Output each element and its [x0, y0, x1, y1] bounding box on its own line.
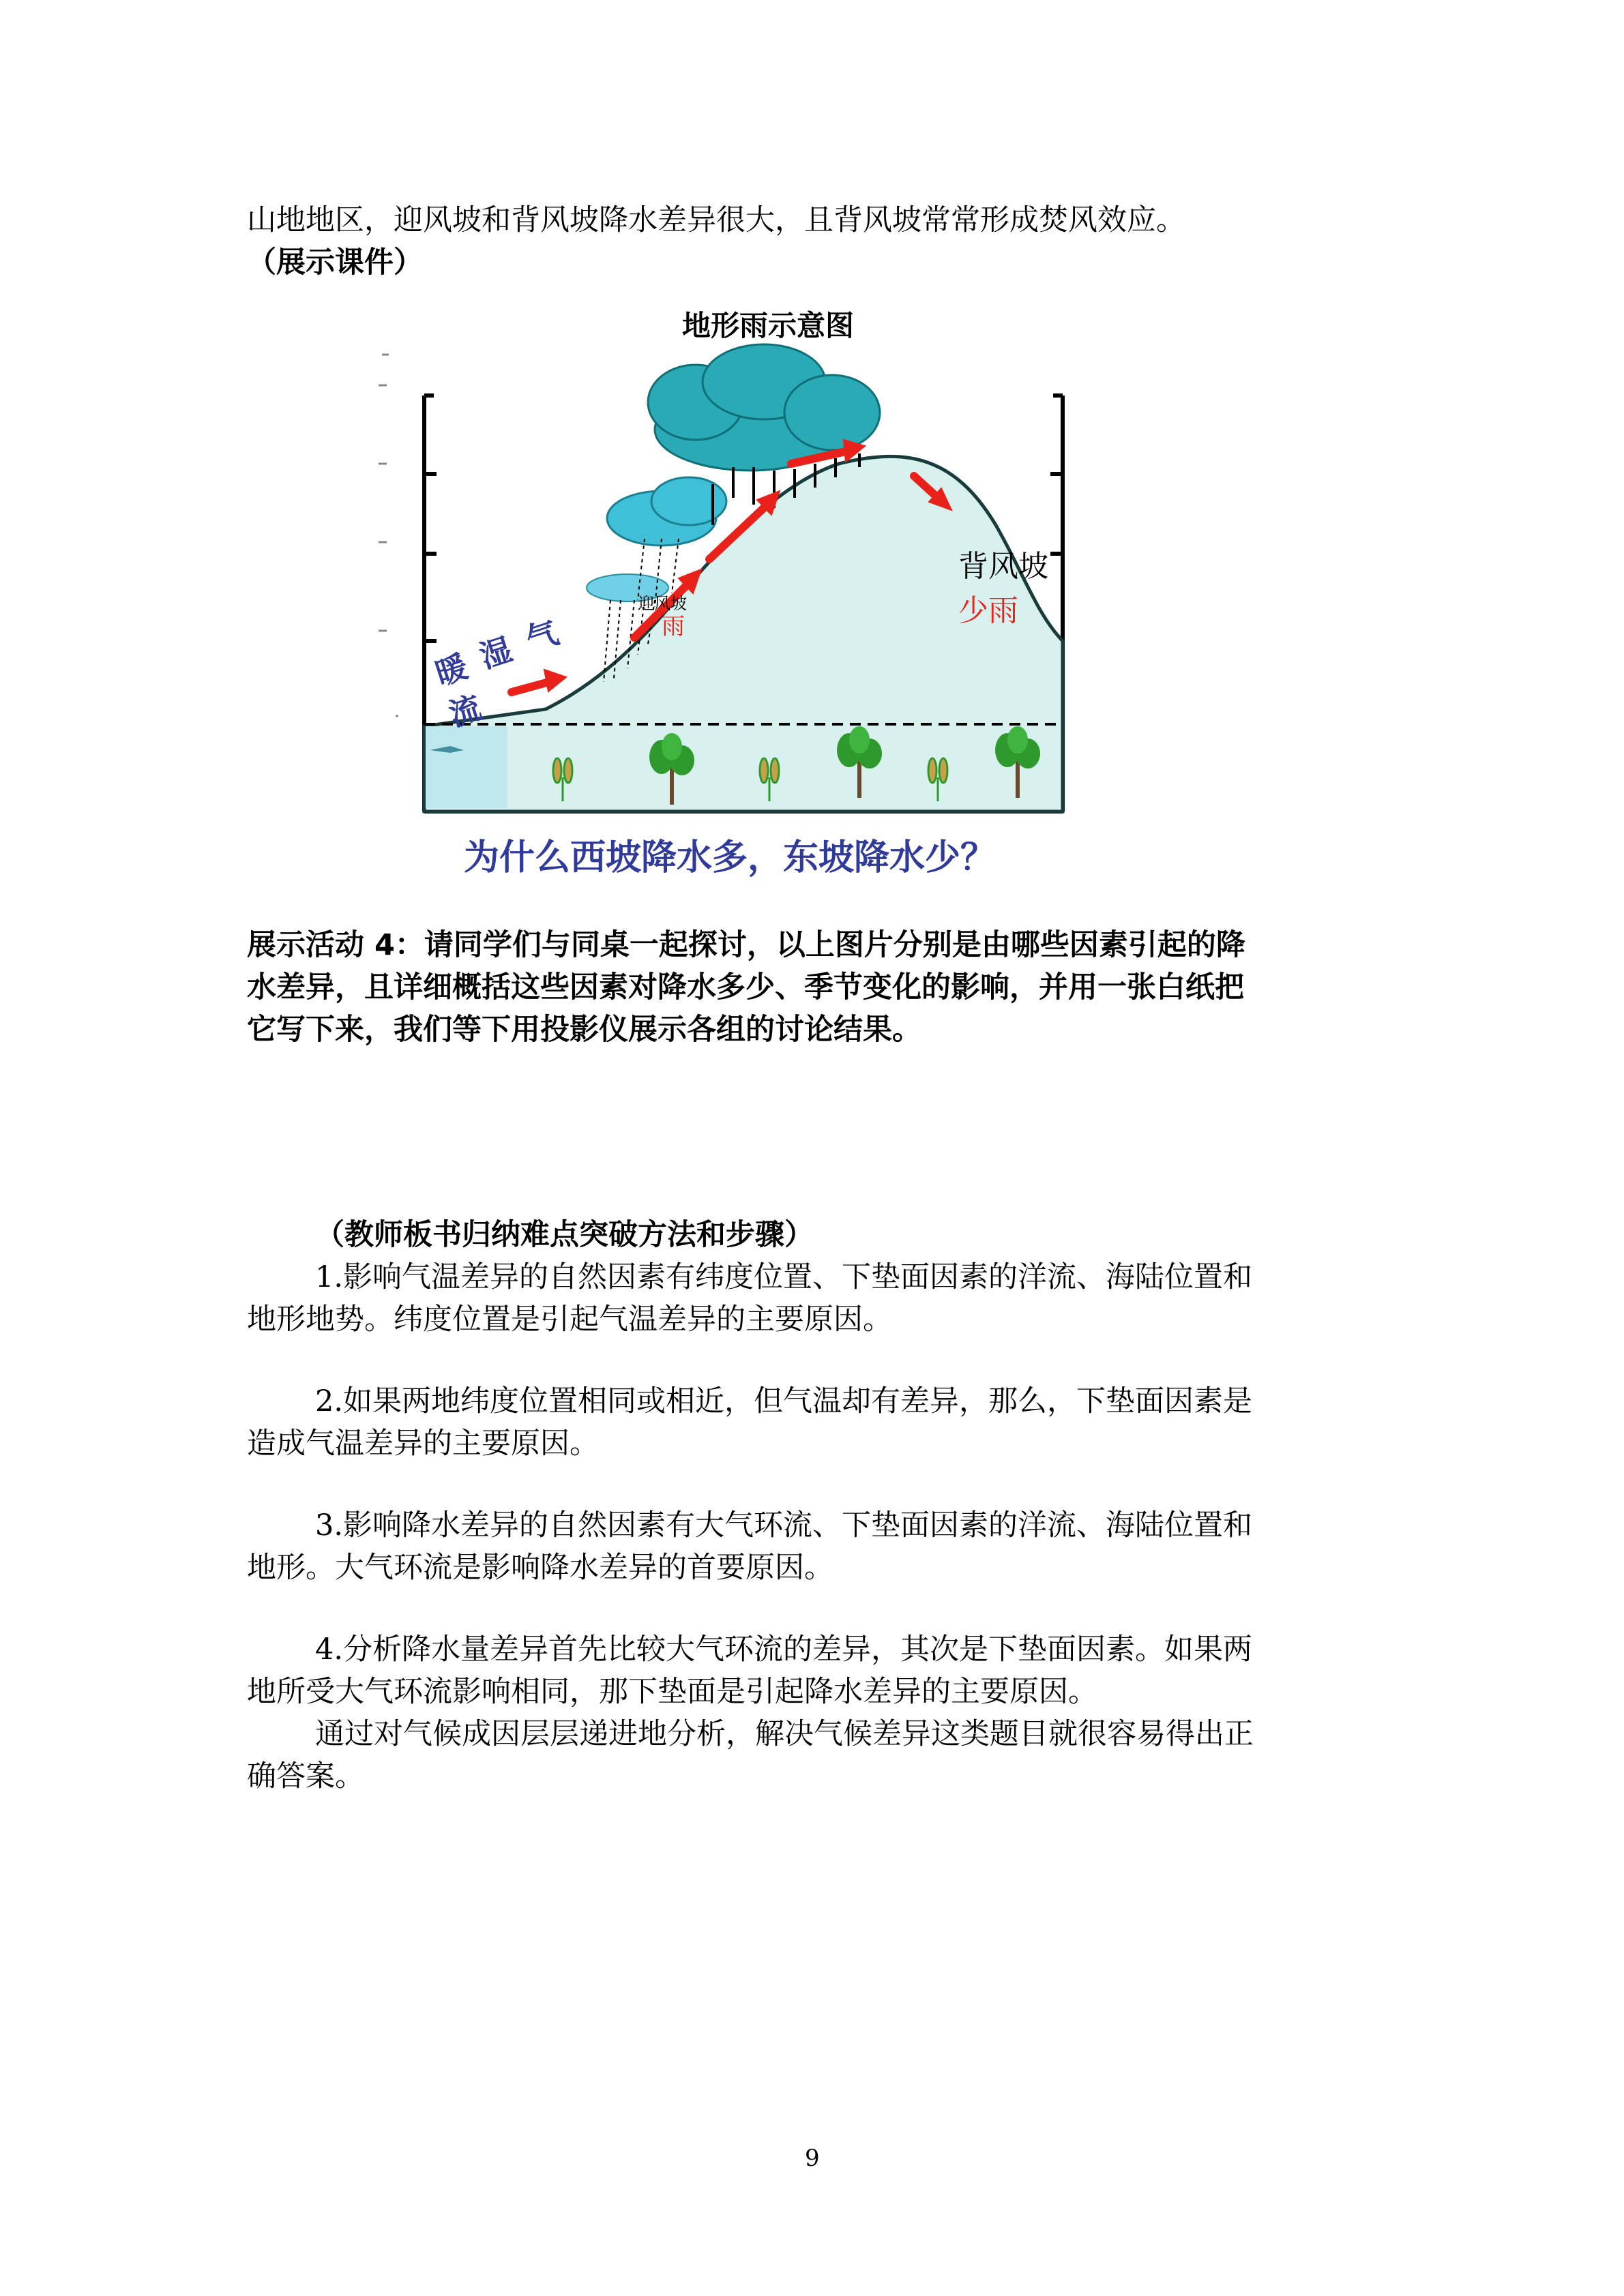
svg-text:湿: 湿 [475, 630, 517, 676]
svg-text:暖: 暖 [430, 647, 473, 693]
faint-scale-marks [379, 355, 398, 716]
cloud-medium-icon [607, 477, 726, 546]
show-courseware-label: （展示课件） [247, 245, 423, 280]
summary-p5-line-1: 通过对气候成因层层递进地分析，解决气候差异这类题目就很容易得出正 [315, 1717, 1254, 1751]
summary-p4-line-2: 地所受大气环流影响相同，那下垫面是引起降水差异的主要原因。 [247, 1675, 1097, 1709]
figure-question: 为什么西坡降水多，东坡降水少？ [463, 837, 996, 878]
svg-text:气: 气 [521, 613, 563, 659]
windward-rain-label: 雨 [662, 613, 685, 640]
mountain-slope [424, 456, 1063, 811]
intro-line: 山地地区，迎风坡和背风坡降水差异很大，且背风坡常常形成焚风效应。 [247, 203, 1185, 237]
summary-p2-line-2: 造成气温差异的主要原因。 [247, 1427, 599, 1461]
page-number: 9 [805, 2145, 820, 2172]
windward-label: 迎风坡 [638, 594, 687, 613]
orographic-rain-diagram [368, 300, 1105, 914]
leeward-rain-label: 少雨 [958, 593, 1018, 628]
figure-title: 地形雨示意图 [681, 309, 855, 342]
summary-p1-line-1: 1.影响气温差异的自然因素有纬度位置、下垫面因素的洋流、海陆位置和 [315, 1260, 1253, 1294]
summary-p5-line-2: 确答案。 [247, 1759, 364, 1793]
activity-4-line-1: 展示活动 4：请同学们与同桌一起探讨，以上图片分别是由哪些因素引起的降 [247, 928, 1245, 962]
orographic-rain-figure [368, 300, 1105, 914]
summary-p4-line-1: 4.分析降水量差异首先比较大气环流的差异，其次是下垫面因素。如果两 [315, 1632, 1253, 1667]
sea-water [426, 726, 507, 808]
activity-4-line-2: 水差异，且详细概括这些因素对降水多少、季节变化的影响，并用一张白纸把 [247, 970, 1244, 1004]
activity-4-line-3: 它写下来，我们等下用投影仪展示各组的讨论结果。 [247, 1013, 921, 1047]
leeward-label: 背风坡 [958, 549, 1048, 584]
summary-p2-line-1: 2.如果两地纬度位置相同或相近，但气温却有差异，那么，下垫面因素是 [315, 1384, 1253, 1418]
summary-p3-line-1: 3.影响降水差异的自然因素有大气环流、下垫面因素的洋流、海陆位置和 [315, 1508, 1253, 1542]
svg-text:流: 流 [444, 688, 486, 734]
summary-p1-line-2: 地形地势。纬度位置是引起气温差异的主要原因。 [247, 1302, 892, 1337]
summary-p3-line-2: 地形。大气环流是影响降水差异的首要原因。 [247, 1551, 833, 1585]
summary-heading: （教师板书归纳难点突破方法和步骤） [315, 1218, 814, 1252]
